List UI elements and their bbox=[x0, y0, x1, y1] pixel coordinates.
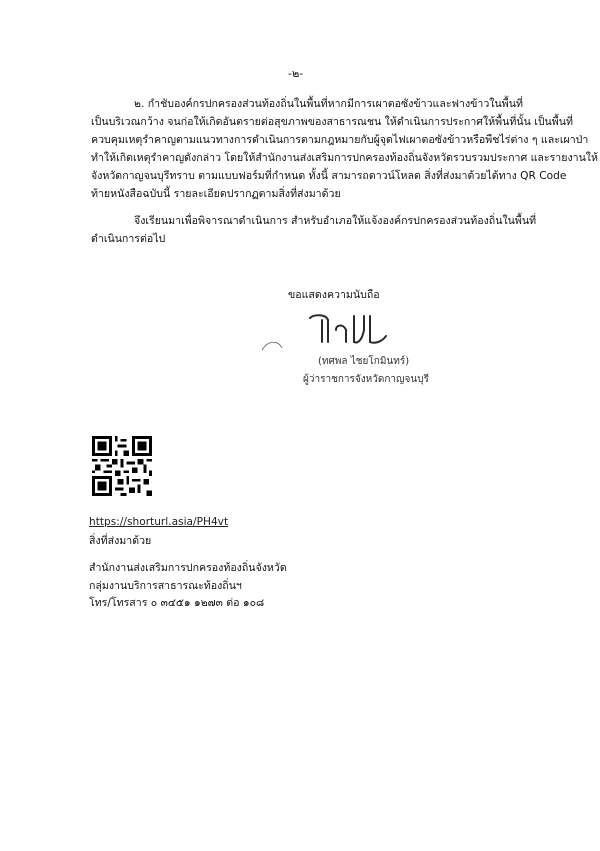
paragraph-1-line-3: ควบคุมเหตุรำคาญตามแนวทางการดำเนินการตามกฎหมายกับผู้จุดไฟเผาตอซังข้าวหรือพืชไร่ต่าง ๆ และเผาป่า bbox=[91, 134, 589, 146]
closing-salutation: ขอแสดงความนับถือ bbox=[288, 289, 380, 301]
paragraph-1-line-6: ท้ายหนังสือฉบับนี้ รายละเอียดปรากฏตามสิ่งที่ส่งมาด้วย bbox=[91, 188, 341, 200]
handwritten-signature bbox=[262, 300, 402, 360]
paragraph-2-line-1: จึงเรียนมาเพื่อพิจารณาดำเนินการ สำหรับอำเภอให้แจ้งองค์กรปกครองส่วนท้องถิ่นในพื้นที่ bbox=[134, 215, 537, 227]
qr-code-icon[interactable] bbox=[92, 436, 152, 496]
paragraph-2-line-2: ดำเนินการต่อไป bbox=[91, 233, 166, 245]
qr-link[interactable]: https://shorturl.asia/PH4vt bbox=[89, 516, 229, 528]
paragraph-1-line-2: เป็นบริเวณกว้าง จนก่อให้เกิดอันตรายต่อสุขภาพของสาธารณชน ให้ดำเนินการประกาศให้พื้นที่นั้น เป็นพื้นที่ bbox=[91, 116, 574, 128]
contact-phone: โทร/โทรสาร ๐ ๓๔๕๑ ๑๒๗๓ ต่อ ๑๐๘ bbox=[89, 597, 265, 609]
department-name: สำนักงานส่งเสริมการปกครองท้องถิ่นจังหวัด bbox=[89, 562, 287, 574]
paragraph-1-line-5: จังหวัดกาญจนบุรีทราบ ตามแบบฟอร์มที่กำหนด ทั้งนี้ สามารถดาวน์โหลด สิ่งที่ส่งมาด้วยได้ทาง QR Code bbox=[91, 170, 567, 182]
paragraph-1-line-4: ทำให้เกิดเหตุรำคาญดังกล่าว โดยให้สำนักงานส่งเสริมการปกครองท้องถิ่นจังหวัดรวบรวมประกาศ และรายงานให้ bbox=[91, 152, 598, 164]
signer-position: ผู้ว่าราชการจังหวัดกาญจนบุรี bbox=[303, 374, 429, 385]
signer-name: (ทศพล ไชยโกมินทร์) bbox=[318, 356, 410, 367]
work-group: กลุ่มงานบริการสาธารณะท้องถิ่นฯ bbox=[89, 580, 242, 592]
page-number: -๒- bbox=[288, 67, 304, 80]
paragraph-1-line-1: ๒. กำชับองค์กรปกครองส่วนท้องถิ่นในพื้นที่หากมีการเผาตอซังข้าวและฟางข้าวในพื้นที่ bbox=[134, 98, 523, 110]
enclosure-label: สิ่งที่ส่งมาด้วย bbox=[89, 535, 152, 547]
